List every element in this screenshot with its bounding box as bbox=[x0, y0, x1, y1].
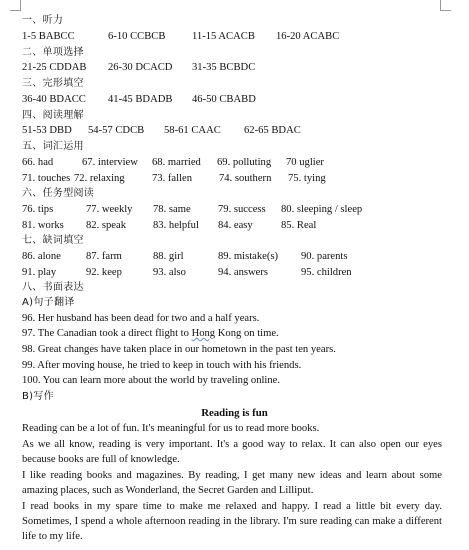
section-heading-single-choice: 二、单项选择 bbox=[22, 47, 84, 58]
answer-group: 1-5 BABCC bbox=[22, 31, 75, 42]
answer-item: 81. works bbox=[22, 220, 64, 231]
answer-item: 86. alone bbox=[22, 251, 61, 262]
answer-item: 89. mistake(s) bbox=[218, 251, 279, 262]
translation-sentence bbox=[22, 327, 279, 341]
answer-item: 71. touches bbox=[22, 173, 71, 184]
answer-group: 46-50 CBABD bbox=[192, 94, 256, 105]
translation-text: 97. The Canadian took a direct flight to bbox=[22, 328, 192, 339]
section-heading-cloze: 三、完形填空 bbox=[22, 78, 84, 89]
subsection-heading-composition: B)写作 bbox=[22, 391, 54, 402]
answer-item: 83. helpful bbox=[153, 220, 199, 231]
essay-paragraph: As we all know, reading is very important. It's a good way to relax. It can also open our eyes because books are full of knowledge. bbox=[22, 439, 442, 466]
answer-item: 82. speak bbox=[86, 220, 127, 231]
answer-item: 76. tips bbox=[22, 204, 54, 215]
answer-item: 78. same bbox=[153, 204, 191, 215]
answer-item: 92. keep bbox=[86, 267, 122, 278]
answer-group: 41-45 BDADB bbox=[108, 94, 173, 105]
answer-group: 31-35 BCBDC bbox=[192, 62, 256, 73]
answer-item: 72. relaxing bbox=[74, 173, 125, 184]
answer-group: 36-40 BDACC bbox=[22, 94, 86, 105]
answer-item: 84. easy bbox=[218, 220, 253, 231]
essay-paragraph: I read books in my spare time to make me relaxed and happy. I read a little bit every day. Sometimes, I spend a whole afternoon reading in the library. I'm sure reading can make a different life to my life. bbox=[22, 501, 442, 543]
answer-group: 6-10 CCBCB bbox=[108, 31, 166, 42]
answer-group: 62-65 BDAC bbox=[244, 125, 301, 136]
answer-group: 16-20 ACABC bbox=[276, 31, 340, 42]
page-corner-mark-right bbox=[440, 0, 451, 11]
answer-item: 74. southern bbox=[219, 173, 272, 184]
answer-item: 94. answers bbox=[218, 267, 269, 278]
section-heading-vocabulary: 五、词汇运用 bbox=[22, 141, 84, 152]
answer-item: 69. polluting bbox=[217, 157, 272, 168]
subsection-heading-translation: A)句子翻译 bbox=[22, 297, 75, 308]
essay-paragraph: I like reading books and magazines. By reading, I get many new ideas and learn about some amazing places, such as Wonderland, the Secret Garden and Lilliput. bbox=[22, 470, 442, 497]
answer-item: 88. girl bbox=[153, 251, 184, 262]
answer-item: 90. parents bbox=[301, 251, 348, 262]
answer-item: 85. Real bbox=[281, 220, 317, 231]
answer-group: 58-61 CAAC bbox=[164, 125, 221, 136]
section-heading-listening: 一、听力 bbox=[22, 15, 64, 26]
spellcheck-underlined-word: Hong bbox=[191, 328, 216, 339]
answer-item: 75. tying bbox=[288, 173, 326, 184]
answer-item: 91. play bbox=[22, 267, 57, 278]
section-heading-reading: 四、阅读理解 bbox=[22, 110, 84, 121]
essay-title: Reading is fun bbox=[201, 407, 268, 419]
answer-group: 21-25 CDDAB bbox=[22, 62, 87, 73]
page-corner-mark-left bbox=[10, 0, 21, 11]
answer-item: 66. had bbox=[22, 157, 54, 168]
answer-item: 80. sleeping / sleep bbox=[281, 204, 363, 215]
answer-group: 11-15 ACACB bbox=[192, 31, 255, 42]
translation-sentence: 98. Great changes have taken place in our hometown in the past ten years. bbox=[22, 344, 336, 355]
answer-item: 70 uglier bbox=[286, 157, 324, 168]
translation-sentence: 96. Her husband has been dead for two and a half years. bbox=[22, 313, 260, 324]
answer-group: 26-30 DCACD bbox=[108, 62, 173, 73]
answer-item: 67. interview bbox=[82, 157, 138, 168]
answer-item: 87. farm bbox=[86, 251, 122, 262]
essay-paragraph: Reading can be a lot of fun. It's meaningful for us to read more books. bbox=[22, 423, 320, 434]
answer-item: 77. weekly bbox=[86, 204, 133, 215]
answer-item: 93. also bbox=[153, 267, 186, 278]
translation-text: Kong on time. bbox=[215, 328, 279, 339]
answer-group: 54-57 CDCB bbox=[88, 125, 145, 136]
answer-item: 73. fallen bbox=[152, 173, 193, 184]
answer-item: 95. children bbox=[301, 267, 352, 278]
translation-sentence: 100. You can learn more about the world by traveling online. bbox=[22, 375, 281, 386]
section-heading-task-reading: 六、任务型阅读 bbox=[22, 188, 95, 199]
answer-item: 68. married bbox=[152, 157, 201, 168]
section-heading-missing-word: 七、缺词填空 bbox=[22, 235, 84, 246]
translation-sentence: 99. After moving house, he tried to keep in touch with his friends. bbox=[22, 360, 302, 371]
answer-group: 51-53 DBD bbox=[22, 125, 72, 136]
section-heading-writing: 八、书面表达 bbox=[22, 282, 84, 293]
answer-item: 79. success bbox=[218, 204, 266, 215]
